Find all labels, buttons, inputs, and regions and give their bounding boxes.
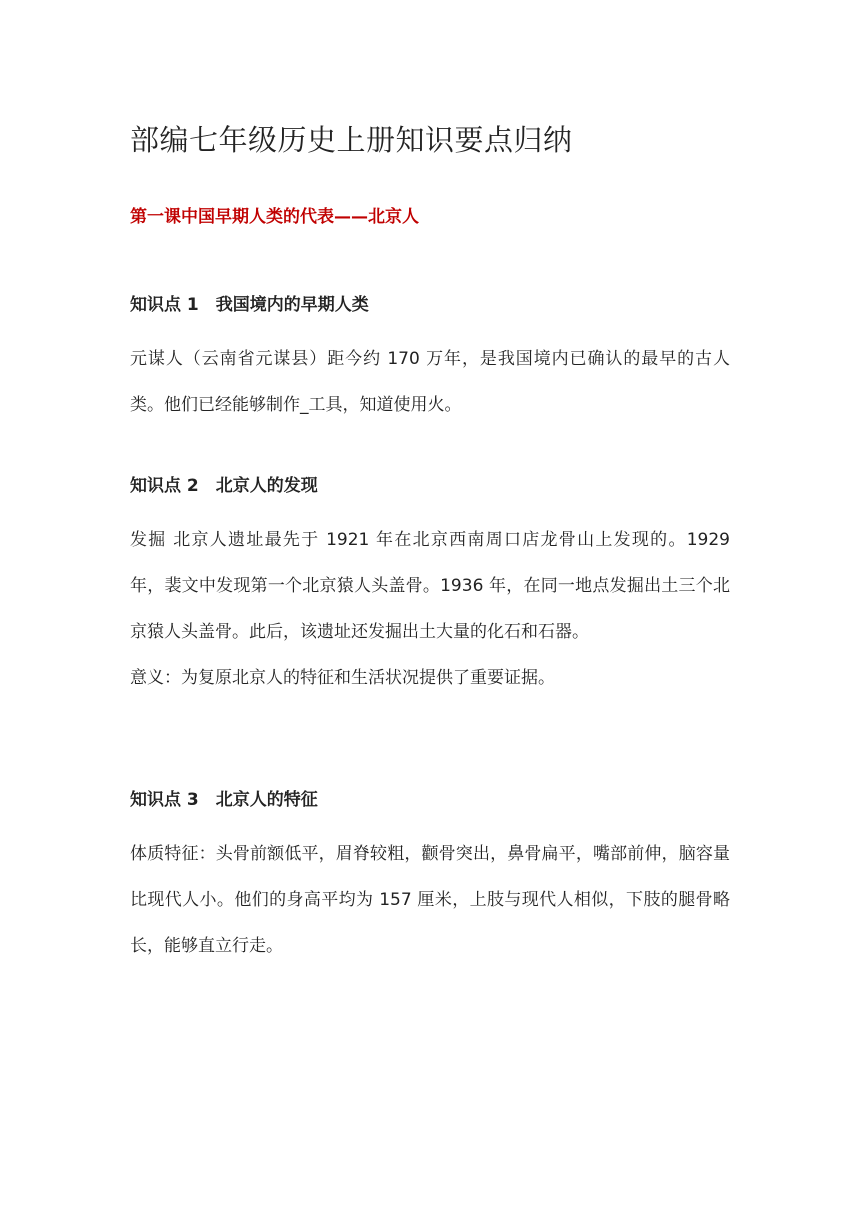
knowledge-point-3 — [130, 785, 730, 969]
knowledge-point-paragraph: 体质特征：头骨前额低平，眉脊较粗，颧骨突出，鼻骨扁平，嘴部前伸，脑容量比现代人小。他们的身高平均为 157 厘米，上肢与现代人相似，下肢的腿骨略长，能够直立行走。 — [130, 844, 730, 956]
knowledge-point-heading: 知识点 1 我国境内的早期人类 — [130, 295, 369, 315]
knowledge-point-heading: 知识点 3 北京人的特征 — [130, 790, 318, 810]
knowledge-point-2 — [130, 471, 730, 701]
significance-paragraph: 意义：为复原北京人的特征和生活状况提供了重要证据。 — [130, 668, 555, 688]
lesson-title: 第一课中国早期人类的代表——北京人 — [130, 207, 419, 227]
knowledge-point-paragraph: 元谋人（云南省元谋县）距今约 170 万年，是我国境内已确认的最早的古人类。他们已经能够制作_工具，知道使用火。 — [130, 349, 730, 415]
knowledge-point-paragraph: 发掘 北京人遗址最先于 1921 年在北京西南周口店龙骨山上发现的。1929 年，裴文中发现第一个北京猿人头盖骨。1936 年，在同一地点发掘出土三个北京猿人头盖骨。此后，该遗址还发掘出土大量的化石和石器。 — [130, 530, 730, 642]
document-title: 部编七年级历史上册知识要点归纳 — [130, 123, 573, 157]
knowledge-point-heading: 知识点 2 北京人的发现 — [130, 476, 318, 496]
knowledge-point-1 — [130, 290, 730, 428]
